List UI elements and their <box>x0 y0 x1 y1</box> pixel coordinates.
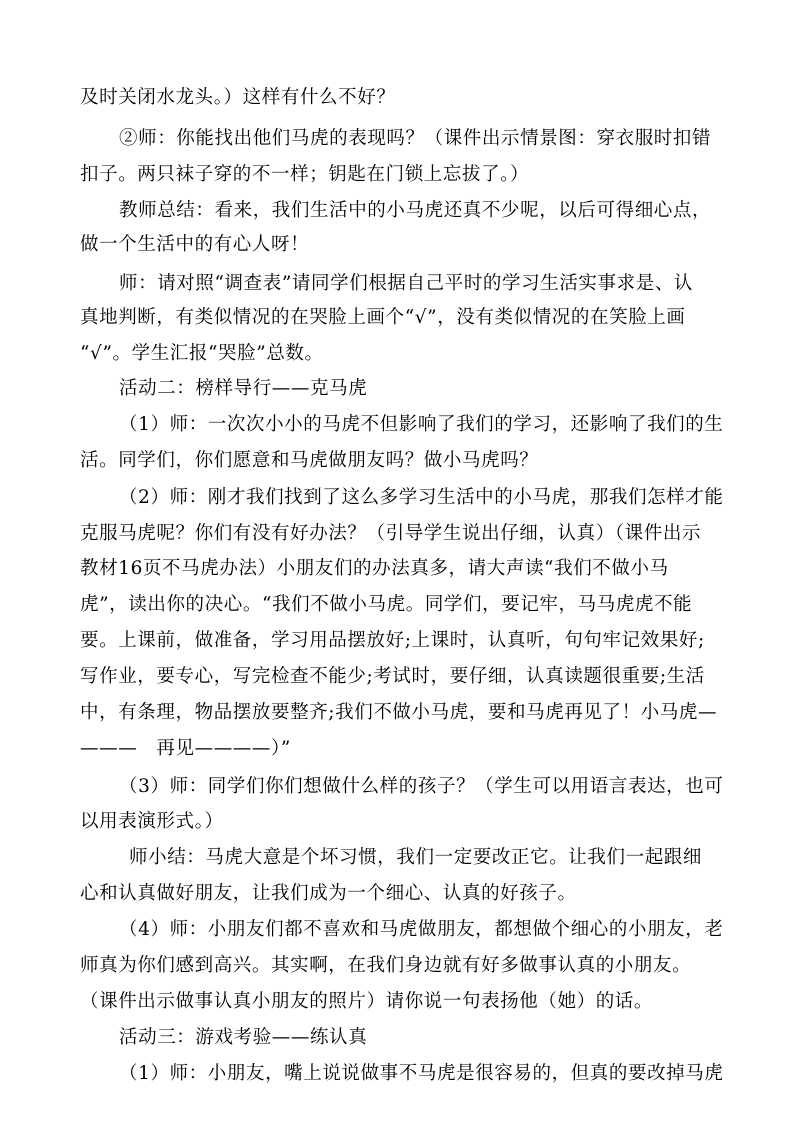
text-line: 做一个生活中的有心人呀！ <box>80 234 310 255</box>
text-line: （1）师：一次次小小的马虎不但影响了我们的学习，还影响了我们的生 <box>119 414 724 435</box>
section-heading: 活动三：游戏考验——练认真 <box>119 1027 368 1048</box>
text-line: 活。同学们，你们愿意和马虎做朋友吗？做小马虎吗？ <box>80 450 539 471</box>
text-line: 心和认真做好朋友，让我们成为一个细心、认真的好孩子。 <box>80 883 577 904</box>
text-line: （1）师：小朋友，嘴上说说做事不马虎是很容易的，但真的要改掉马虎 <box>119 1063 724 1084</box>
text-line: 要。上课前，做准备，学习用品摆放好;上课时，认真听，句句牢记效果好; <box>80 630 705 651</box>
text-line: ②师：你能找出他们马虎的表现吗？（课件出示情景图：穿衣服时扣错 <box>119 128 712 149</box>
text-line: 中，有条理，物品摆放要整齐;我们不做小马虎，要和马虎再见了！小马虎— <box>80 702 718 723</box>
text-line: 以用表演形式。） <box>80 811 224 832</box>
text-line: 及时关闭水龙头。）这样有什么不好？ <box>80 87 396 108</box>
text-line: 克服马虎呢？你们有没有好办法？（引导学生说出仔细，认真）（课件出示 <box>80 523 702 544</box>
text-line: 师真为你们感到高兴。其实啊，在我们身边就有好多做事认真的小朋友。 <box>80 955 692 976</box>
text-line: ——— 再见————）” <box>80 738 291 759</box>
text-line: 扣子。两只袜子穿的不一样；钥匙在门锁上忘拔了。） <box>80 164 530 185</box>
text-line: 真地判断，有类似情况的在哭脸上画个“√”，没有类似情况的在笑脸上画 <box>80 307 686 328</box>
text-line: （3）师：同学们你们想做什么样的孩子？（学生可以用语言表达，也可 <box>119 776 724 797</box>
section-heading: 活动二：榜样导行——克马虎 <box>119 378 368 399</box>
text-line: 写作业，要专心，写完检查不能少;考试时，要仔细，认真读题很重要;生活 <box>80 666 705 687</box>
text-line: 师：请对照“调查表”请同学们根据自己平时的学习生活实事求是、认 <box>119 273 694 294</box>
text-line: 师小结：马虎大意是个坏习惯，我们一定要改正它。让我们一起跟细 <box>129 847 703 868</box>
text-line: 教师总结：看来，我们生活中的小马虎还真不少呢，以后可得细心点， <box>119 200 712 221</box>
text-line: （4）师：小朋友们都不喜欢和马虎做朋友，都想做个细心的小朋友，老 <box>119 919 724 940</box>
text-line: （2）师：刚才我们找到了这么多学习生活中的小马虎，那我们怎样才能 <box>119 487 724 508</box>
text-line: 教材16页不马虎办法）小朋友们的办法真多，请大声读“我们不做小马 <box>80 558 669 579</box>
text-line: （课件出示做事认真小朋友的照片）请你说一句表扬他（她）的话。 <box>80 991 654 1012</box>
text-line: “√”。学生汇报“哭脸”总数。 <box>80 343 324 364</box>
text-line: 虎”，读出你的决心。“我们不做小马虎。同学们，要记牢，马马虎虎不能 <box>80 594 693 615</box>
